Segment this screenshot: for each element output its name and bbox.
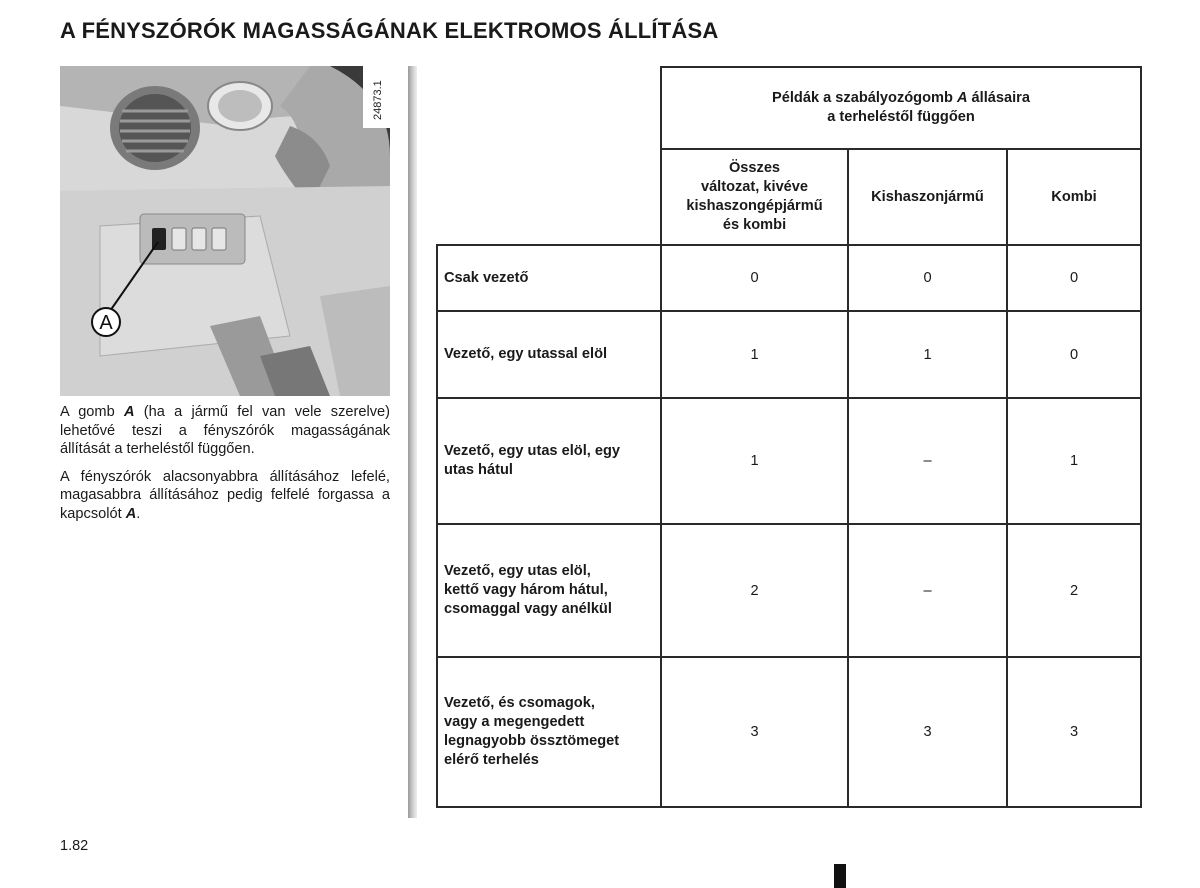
table-cell: 0 — [1007, 311, 1141, 398]
table-cell: 1 — [1007, 398, 1141, 524]
headlight-position-table — [436, 66, 1142, 808]
column-header: Kombi — [1007, 149, 1141, 245]
table-row — [437, 524, 1141, 657]
table-cell: 3 — [661, 657, 848, 807]
row-label: Vezető, és csomagok, vagy a megengedett legnagyobb össztömeget elérő terhelés — [437, 657, 661, 807]
column-header: Összes változat, kivéve kishaszongépjármű és kombi — [661, 149, 848, 245]
column-header: Kishaszonjármű — [848, 149, 1007, 245]
row-label: Csak vezető — [437, 245, 661, 311]
page-title: A FÉNYSZÓRÓK MAGASSÁGÁNAK ELEKTROMOS ÁLLÍTÁSA — [60, 18, 719, 43]
paragraph-1: A gomb A (ha a jármű fel van vele szerelve) lehetővé teszi a fényszórók magasságának állítását a terheléstől függően. — [60, 404, 390, 457]
thumb-index-mark — [834, 864, 846, 888]
table-cell: 1 — [661, 398, 848, 524]
table-row — [437, 398, 1141, 524]
row-label: Vezető, egy utas elöl, egy utas hátul — [437, 398, 661, 524]
table-group-header: Példák a szabályozógomb A állásaira a terheléstől függően — [661, 67, 1141, 149]
table-cell: 0 — [661, 245, 848, 311]
row-label: Vezető, egy utas elöl, kettő vagy három hátul, csomaggal vagy anélkül — [437, 524, 661, 657]
paragraph-2: A fényszórók alacsonyabbra állításához lefelé, magasabbra állításához pedig felfelé forgassa a kapcsolót A. — [60, 468, 390, 522]
table-cell: 3 — [1007, 657, 1141, 807]
table-cell: 2 — [661, 524, 848, 657]
description-text — [60, 403, 390, 532]
dashboard-photo — [60, 66, 390, 396]
table-cell: 2 — [1007, 524, 1141, 657]
table-cell: 0 — [848, 245, 1007, 311]
table-row — [437, 657, 1141, 807]
table-cell: 0 — [1007, 245, 1141, 311]
table-cell: 1 — [848, 311, 1007, 398]
table-cell: – — [848, 524, 1007, 657]
table-cell: 3 — [848, 657, 1007, 807]
callout-a-label: A — [99, 312, 113, 334]
table-row — [437, 245, 1141, 311]
figure-ref-number: 24873.1 — [372, 80, 384, 120]
table-cell: 1 — [661, 311, 848, 398]
column-divider — [408, 66, 417, 818]
table-row — [437, 311, 1141, 398]
row-label: Vezető, egy utassal elöl — [437, 311, 661, 398]
table-cell: – — [848, 398, 1007, 524]
page-number: 1.82 — [60, 838, 89, 854]
